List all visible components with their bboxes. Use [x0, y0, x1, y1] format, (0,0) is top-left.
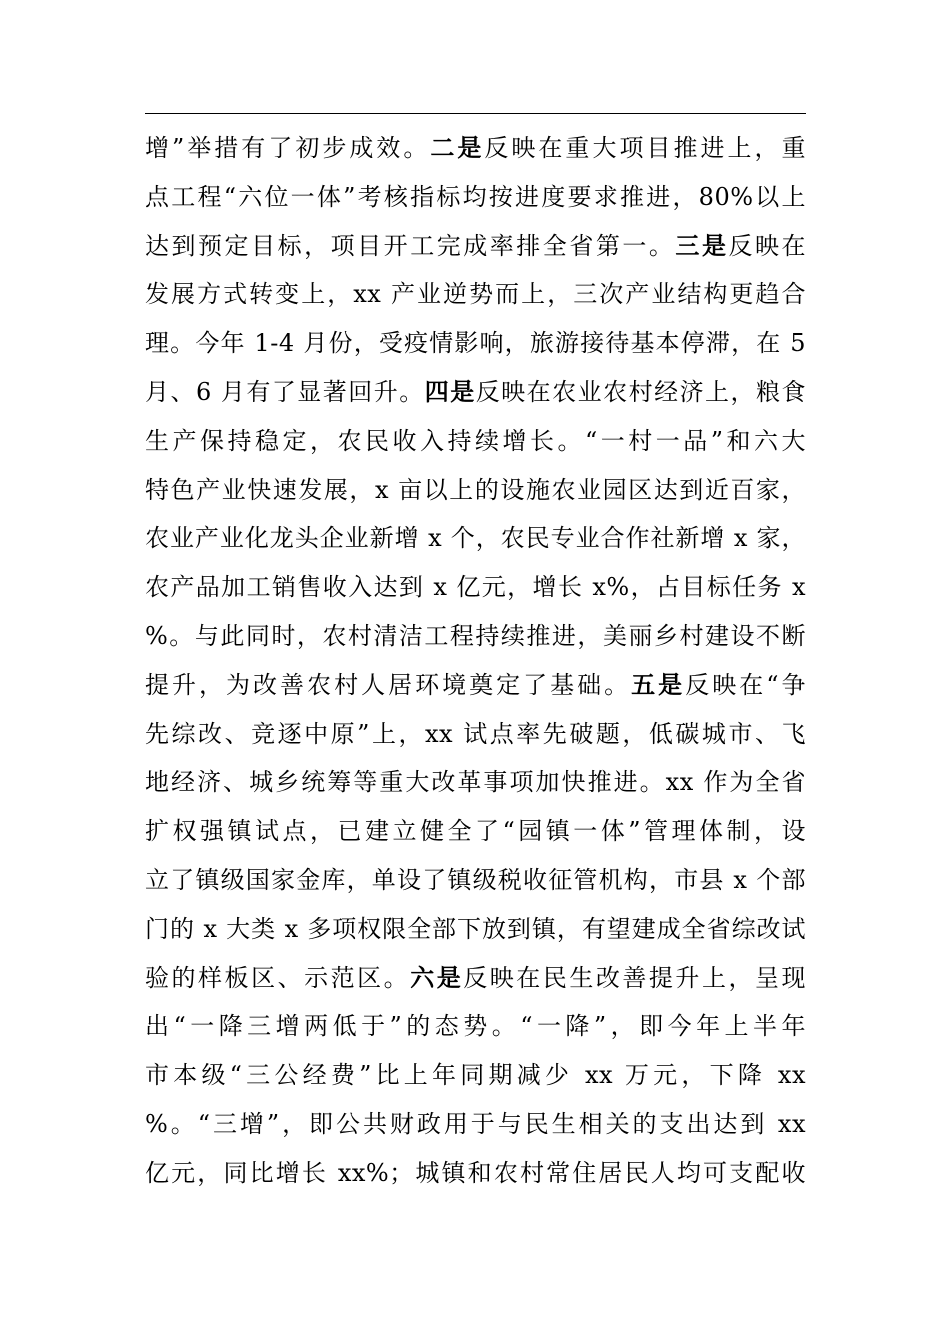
- text-line: [145, 807, 806, 856]
- text-run: 特色产业快速发展，x 亩以上的设施农业园区达到近百家，: [145, 475, 806, 504]
- text-line: [145, 270, 806, 319]
- text-run: 反映在重大项目推进上，重: [484, 134, 807, 162]
- text-line: [145, 954, 806, 1003]
- text-run: 扩权强镇试点，已建立健全了“园镇一体”管理体制，设: [145, 817, 806, 846]
- text-line: [145, 710, 806, 759]
- text-line: [145, 1149, 806, 1198]
- text-line: [145, 1100, 806, 1149]
- text-run: 反映在民生改善提升上，呈现: [463, 963, 807, 992]
- text-line: [145, 368, 806, 417]
- text-run: 反映在农业农村经济上，粮食: [475, 377, 807, 406]
- text-run: 市本级“三公经费”比上年同期减少 xx 万元，下降 xx: [145, 1061, 806, 1090]
- text-run: 反映在“争: [685, 670, 807, 699]
- text-run: 增”举措有了初步成效。: [145, 134, 431, 162]
- text-run: 提升，为改善农村人居环境奠定了基础。: [145, 670, 632, 699]
- text-line: [145, 1051, 806, 1100]
- text-line: [145, 612, 806, 661]
- text-run: 理。今年 1-4 月份，受疫情影响，旅游接待基本停滞，在 5: [145, 329, 806, 358]
- text-run: %。与此同时，农村清洁工程持续推进，美丽乡村建设不断: [145, 621, 806, 650]
- text-run: 反映在: [728, 231, 807, 260]
- text-run: 门的 x 大类 x 多项权限全部下放到镇，有望建成全省综改试: [145, 914, 806, 943]
- text-line: [145, 856, 806, 905]
- text-run: 先综改、竞逐中原”上，xx 试点率先破题，低碳城市、飞: [145, 719, 806, 748]
- text-run: 农业产业化龙头企业新增 x 个，农民专业合作社新增 x 家，: [145, 524, 806, 553]
- text-line: [145, 514, 806, 563]
- text-run: %。“三增”，即公共财政用于与民生相关的支出达到 xx: [145, 1109, 806, 1138]
- text-run: 生产保持稳定，农民收入持续增长。“一村一品”和六大: [145, 426, 806, 455]
- text-line: [145, 661, 806, 710]
- text-run: 农产品加工销售收入达到 x 亿元，增长 x%，占目标任务 x: [145, 573, 806, 602]
- bold-lead-phrase: 四是: [424, 376, 476, 406]
- text-line: [145, 417, 806, 466]
- bold-lead-phrase: 六是: [410, 962, 464, 992]
- text-run: 地经济、城乡统筹等重大改革事项加快推进。xx 作为全省: [145, 768, 806, 797]
- text-run: 发展方式转变上，xx 产业逆势而上，三次产业结构更趋合: [145, 280, 806, 309]
- text-run: 达到预定目标，项目开工完成率排全省第一。: [145, 231, 676, 260]
- text-line: [145, 222, 806, 271]
- text-line: [145, 563, 806, 612]
- text-line: [145, 758, 806, 807]
- bold-lead-phrase: 二是: [430, 133, 485, 162]
- text-run: 月、6 月有了显著回升。: [145, 377, 425, 406]
- text-run: 亿元，同比增长 xx%；城镇和农村常住居民人均可支配收: [145, 1158, 806, 1187]
- text-run: 立了镇级国家金库，单设了镇级税收征管机构，市县 x 个部: [145, 865, 806, 894]
- text-line: [145, 1002, 806, 1051]
- text-run: 点工程“六位一体”考核指标均按进度要求推进，80%以上: [145, 182, 806, 211]
- body-text: [145, 124, 806, 1198]
- text-run: 出“一降三增两低于”的态势。“一降”，即今年上半年: [145, 1012, 806, 1041]
- bold-lead-phrase: 五是: [631, 669, 686, 699]
- text-run: 验的样板区、示范区。: [145, 963, 411, 992]
- text-line: [145, 466, 806, 515]
- text-line: [145, 905, 806, 954]
- text-line: [145, 173, 806, 222]
- header-rule: [145, 113, 806, 114]
- text-line: [145, 124, 806, 173]
- text-line: [145, 319, 806, 368]
- bold-lead-phrase: 三是: [675, 230, 729, 260]
